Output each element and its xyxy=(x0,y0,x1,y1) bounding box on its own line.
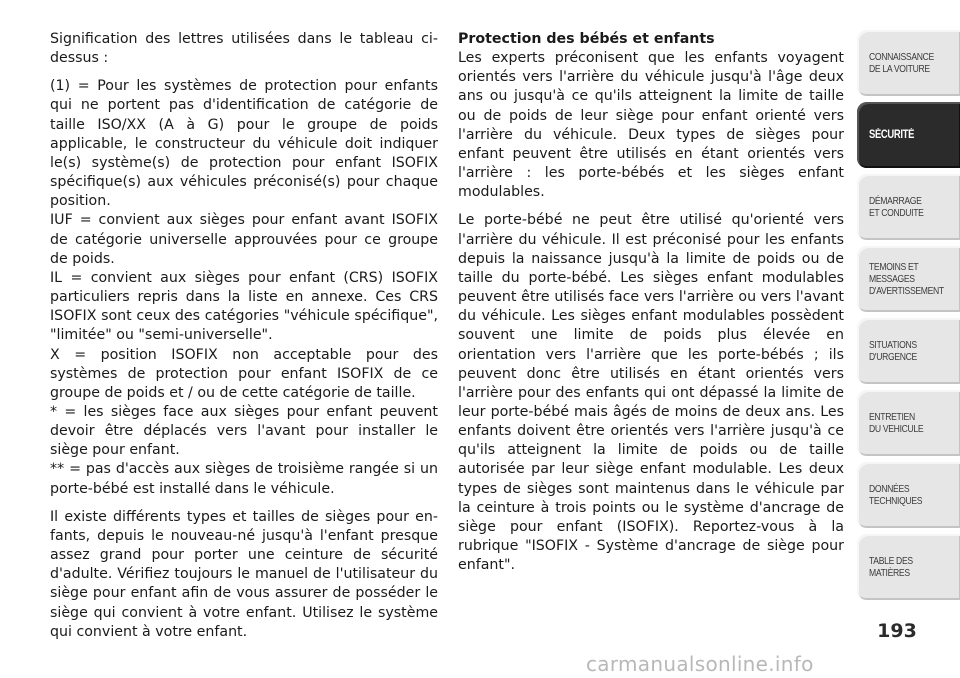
page-number: 193 xyxy=(877,620,917,642)
tab-securite[interactable] xyxy=(857,102,960,168)
legend-iuf: IUF = convient aux sièges pour enfant avant ISOFIX de catégorie universelle approuvées pour ce groupe de poids. xyxy=(50,212,438,267)
tab-label: SITUATIONS D'URGENCE xyxy=(869,339,917,363)
tab-connaissance-voiture[interactable] xyxy=(857,30,960,96)
legend-intro: Signification des lettres utilisées dans le tableau ci-dessus : xyxy=(50,31,438,67)
right-column xyxy=(458,30,844,575)
chapter-sidebar xyxy=(857,30,960,606)
tab-table-matieres[interactable] xyxy=(857,534,960,600)
legend-il: IL = convient aux sièges pour enfant (CRS) ISOFIX particuliers repris dans la liste en annexe. Ces CRS ISOFIX sont ceux des catégories "véhicule spécifique", "limitée" ou "semi-universelle". xyxy=(50,269,438,344)
tab-entretien-vehicule[interactable] xyxy=(857,390,960,456)
tab-label: DÉMARRAGE ET CONDUITE xyxy=(869,195,924,219)
tab-label: TEMOINS ET MESSAGES D'AVERTISSEMENT xyxy=(869,261,944,297)
tab-label: SÉCURITÉ xyxy=(869,129,915,141)
experts-paragraph: Les experts préconisent que les enfants voyagent orientés vers l'arrière du véhicule jusqu'à l'âge deux ans ou jusqu'à ce qu'ils atteignent la limite de taille ou de poids de leur siège pour enfant orienté vers l'arrière du véhicule. Deux types de sièges pour enfant peuvent être utilisés en étant orientés vers l'arrière : les porte-bébés et les sièges enfant modulables. xyxy=(458,50,844,201)
tab-situations-urgence[interactable] xyxy=(857,318,960,384)
tab-label: DONNÉES TECHNIQUES xyxy=(869,483,923,507)
left-column xyxy=(50,30,438,642)
tab-label: TABLE DES MATIÈRES xyxy=(869,555,913,579)
legend-note-1: (1) = Pour les systèmes de protection pour enfants qui ne portent pas d'identification de catégorie de taille ISO/XX (A à G) pour le groupe de poids applicable, le constructeur du véhicule doit indiquer le(s) système(s) de protection pour enfant ISOFIX spécifique(s) aux véhicules préconisé(s) pour chaque position. xyxy=(50,78,438,210)
legend-x: X = position ISOFIX non acceptable pour des systèmes de protection pour enfant ISOFIX de ce groupe de poids et / ou de cette catégorie de taille. xyxy=(50,346,438,401)
seat-types-paragraph: Il existe différents types et tailles de sièges pour enfants, depuis le nouveau-né jusqu'à l'enfant presque assez grand pour porter une ceinture de sécurité d'adulte. Vérifiez toujours le manuel de l'utilisateur du siège pour enfant afin de vous assurer de posséder le siège qui convient à votre enfant. Utilisez le système qui convient à votre enfant. xyxy=(50,508,438,640)
watermark: carmanualsonline.info xyxy=(586,652,814,676)
tab-label: CONNAISSANCE DE LA VOITURE xyxy=(869,51,934,75)
section-heading: Protection des bébés et enfants xyxy=(458,31,715,47)
tab-temoins-messages[interactable] xyxy=(857,246,960,312)
infant-carrier-paragraph: Le porte-bébé ne peut être utilisé qu'orienté vers l'arrière du véhicule. Il est préconisé pour les enfants depuis la naissance jusqu'à la limite de poids ou de taille du porte-bébé. Les sièges enfant modulables peuvent être utilisés face vers l'arrière ou vers l'avant du véhicule. Les sièges enfant modulables possèdent souvent une limite de poids plus élevée en orientation vers l'arrière que les porte-bébés ; ils peuvent donc être utilisés en étant orientés vers l'arrière pour des enfants qui ont dépassé la limite de leur porte-bébé mais âgés de moins de deux ans. Les enfants doivent être orientés vers l'arrière jusqu'à ce qu'ils atteignent la limite de poids ou de taille autorisée par leur siège enfant modulable. Les deux types de sièges sont maintenus dans le véhicule par la ceinture à trois points ou le système d'ancrage de siège pour enfant (ISOFIX). Reportez-vous à la rubrique "ISOFIX - Système d'ancrage de siège pour enfant". xyxy=(458,212,844,574)
legend-star: * = les sièges face aux sièges pour enfant peuvent devoir être déplacés vers l'avant pour installer le siège pour enfant. xyxy=(50,403,438,459)
legend-double-star: ** = pas d'accès aux sièges de troisième rangée si un porte-bébé est installé dans le véhicule. xyxy=(50,461,438,497)
tab-label: ENTRETIEN DU VEHICULE xyxy=(869,411,924,435)
tab-donnees-techniques[interactable] xyxy=(857,462,960,528)
tab-demarrage-conduite[interactable] xyxy=(857,174,960,240)
